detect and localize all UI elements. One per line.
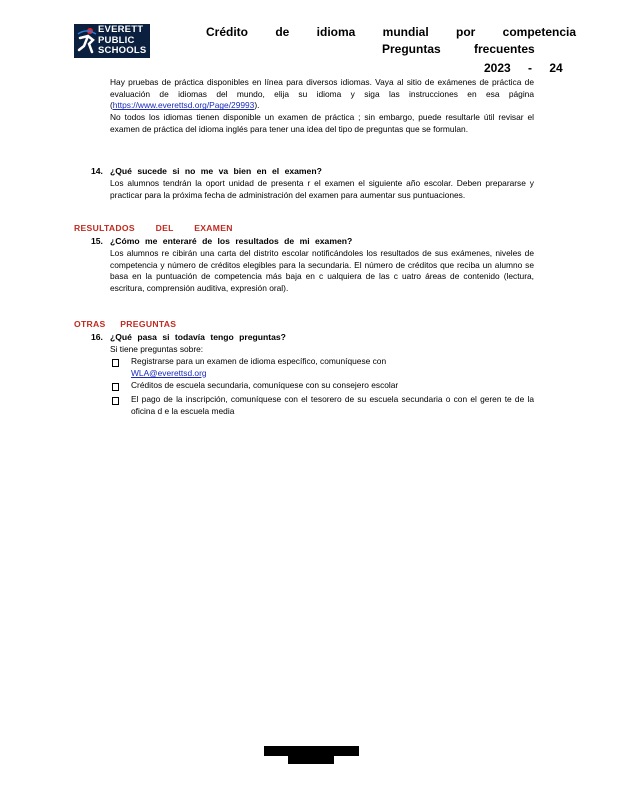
question-14-number: 14. [91, 166, 103, 176]
bullet-item-1 [131, 356, 534, 379]
bullet-item-2: Créditos de escuela secundaria, comuníquese con su consejero escolar [131, 380, 399, 390]
question-14: ¿Qué sucede si no me va bien en el examen? [110, 166, 322, 176]
logo-line-2: PUBLIC [98, 34, 135, 46]
intro-text-end: ). [254, 100, 260, 111]
wla-email-link[interactable]: WLA@everettsd.org [131, 367, 207, 378]
header-title: Crédito de idioma mundial por competencia [206, 25, 577, 39]
question-16-number: 16. [91, 332, 103, 342]
answer-14: Los alumnos tendrán la oport unidad de presenta r el examen el siguiente año escolar. Deben prepararse y practicar para la próxima fecha de administración del examen para aumentar sus puntuaciones. [110, 178, 534, 200]
header-subtitle: Preguntas frecuentes [382, 42, 535, 56]
question-15: ¿Cómo me enteraré de los resultados de mi examen? [110, 236, 353, 246]
question-16-intro: Si tiene preguntas sobre: [110, 344, 204, 354]
bullet-item-3: El pago de la inscripción, comuníquese con el tesorero de su escuela secundaria o con el geren te de la oficina d e la escuela media [131, 394, 534, 416]
footer-bar [288, 756, 334, 764]
runner-icon [76, 26, 98, 56]
bullet-box-icon [112, 397, 119, 405]
logo-line-1: EVERETT [98, 24, 144, 35]
everett-public-schools-logo [74, 24, 150, 58]
answer-15: Los alumnos re cibirán una carta del distrito escolar notificándoles los resultados de sus exámenes, niveles de competencia y número de créditos elegibles para la secundaria. El número de créditos que reciba un alumno se basa en la puntuación de competencia más baja en c ualquiera de las c uatro áreas de contenido (lectura, escritura, comprensión auditiva, expresión oral). [110, 248, 534, 294]
header-year: 2023 - 24 [484, 61, 563, 75]
intro-paragraph-1 [110, 77, 534, 112]
section-heading-other: OTRAS PREGUNTAS [74, 319, 177, 329]
practice-test-link[interactable]: https://www.everettsd.org/Page/29993 [112, 100, 255, 111]
footer-bar [264, 746, 359, 756]
logo-line-3: SCHOOLS [98, 45, 147, 56]
question-15-number: 15. [91, 236, 103, 246]
intro-paragraph-2: No todos los idiomas tienen disponible un examen de práctica ; sin embargo, puede resultarle útil revisar el examen de práctica del idioma inglés para tener una idea del tipo de preguntas que se formulan. [110, 112, 534, 134]
bullet-box-icon [112, 359, 119, 367]
bullet-box-icon [112, 383, 119, 391]
intro-text: Hay pruebas de práctica disponibles en línea para diversos idiomas. Vaya al sitio de exámenes de práctica de evaluación de idiomas del mundo, elija su idioma y siga las instrucciones en esa página ( [110, 77, 534, 111]
section-heading-results: RESULTADOS DEL EXAMEN [74, 223, 233, 233]
intro-block [110, 77, 534, 136]
logo-text [98, 25, 146, 57]
bullet-item-1-text: Registrarse para un examen de idioma específico, comuníquese con [131, 356, 387, 366]
question-16: ¿Qué pasa si todavía tengo preguntas? [110, 332, 286, 342]
